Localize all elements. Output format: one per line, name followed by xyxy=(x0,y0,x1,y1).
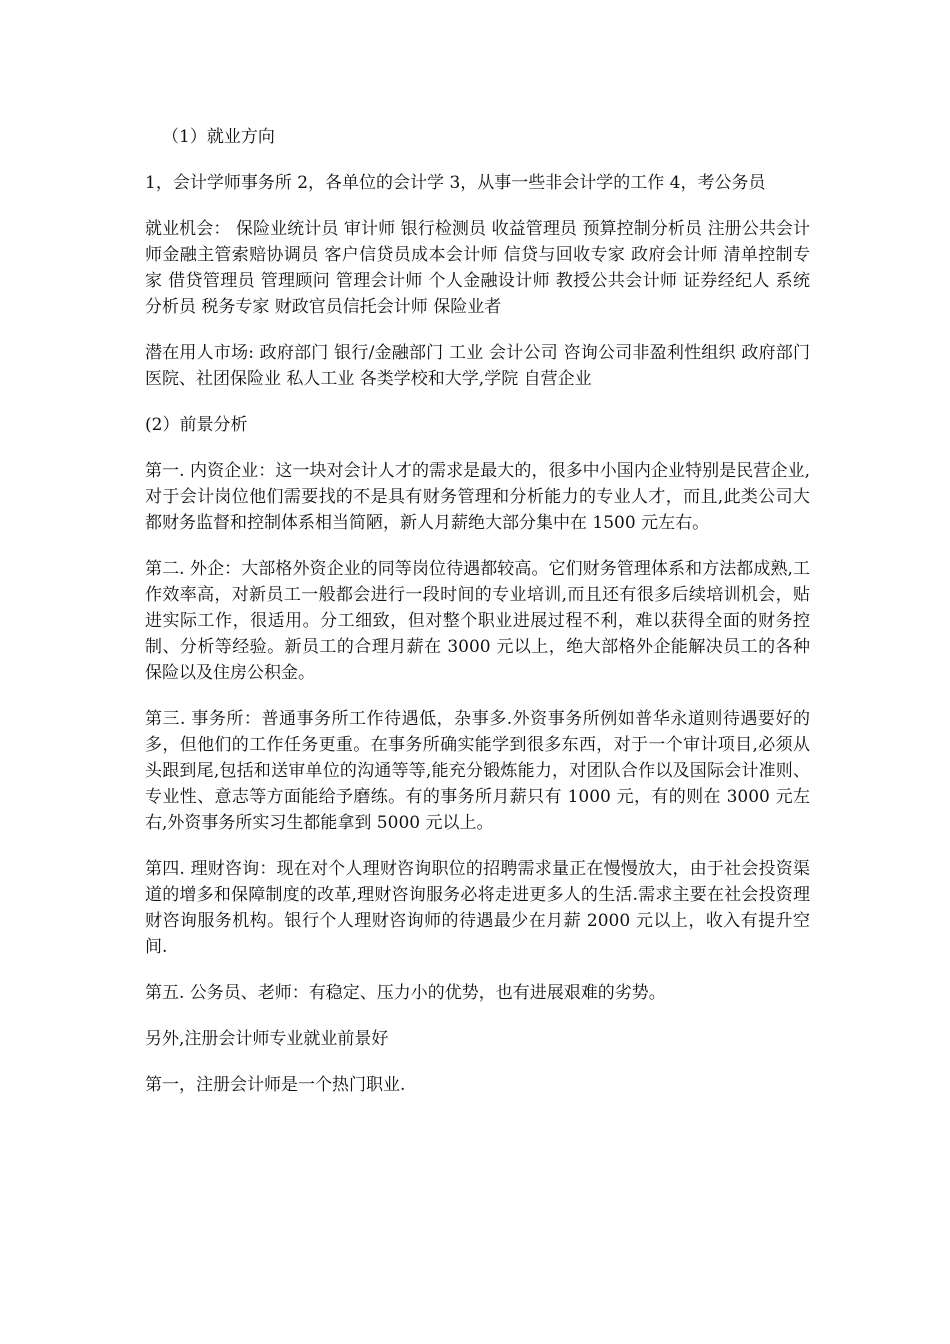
section-heading-employment-direction: （1）就业方向 xyxy=(162,127,275,147)
section-heading-prospect-analysis: (2）前景分析 xyxy=(145,415,248,435)
paragraph-potential-markets: 潜在用人市场: 政府部门 银行/金融部门 工业 会计公司 咨询公司非盈利性组织 政府部门医院、社团保险业 私人工业 各类学校和大学,学院 自营企业 xyxy=(145,343,810,389)
paragraph-cpa-prospects: 另外,注册会计师专业就业前景好 xyxy=(145,1029,389,1049)
paragraph-financial-consulting: 第四. 理财咨询：现在对个人理财咨询职位的招聘需求量正在慢慢放大，由于社会投资渠道的增多和保障制度的改革,理财咨询服务必将走进更多人的生活.需求主要在社会投资理财咨询服务机构。银行个人理财咨询师的待遇最少在月薪 2000 元以上，收入有提升空间. xyxy=(145,859,810,957)
paragraph-accounting-firms: 第三. 事务所：普通事务所工作待遇低，杂事多.外资事务所例如普华永道则待遇要好的多，但他们的工作任务更重。在事务所确实能学到很多东西，对于一个审计项目,必须从头跟到尾,包括和送审单位的沟通等等,能充分锻炼能力，对团队合作以及国际会计准则、专业性、意志等方面能给予磨练。有的事务所月薪只有 1000 元，有的则在 3000 元左右,外资事务所实习生都能拿到 5000 元以上。 xyxy=(145,709,810,833)
paragraph-career-paths: 1，会计学师事务所 2，各单位的会计学 3，从事一些非会计学的工作 4，考公务员 xyxy=(145,173,766,193)
paragraph-domestic-enterprises: 第一. 内资企业：这一块对会计人才的需求是最大的，很多中小国内企业特别是民营企业,对于会计岗位他们需要找的不是具有财务管理和分析能力的专业人才，而且,此类公司大都财务监督和控制体系相当简陋，新人月薪绝大部分集中在 1500 元左右。 xyxy=(145,461,810,533)
document-body xyxy=(145,124,810,1118)
paragraph-civil-servants-teachers: 第五. 公务员、老师：有稳定、压力小的优势，也有进展艰难的劣势。 xyxy=(145,983,666,1003)
paragraph-foreign-enterprises: 第二. 外企：大部格外资企业的同等岗位待遇都较高。它们财务管理体系和方法都成熟,工作效率高，对新员工一般都会进行一段时间的专业培训,而且还有很多后续培训机会，贴进实际工作，很适用。分工细致，但对整个职业进展过程不利，难以获得全面的财务控制、分析等经验。新员工的合理月薪在 3000 元以上，绝大部格外企能解决员工的各种保险以及住房公积金。 xyxy=(145,559,810,683)
paragraph-cpa-hot-career: 第一，注册会计师是一个热门职业. xyxy=(145,1075,406,1095)
paragraph-job-opportunities: 就业机会： 保险业统计员 审计师 银行检测员 收益管理员 预算控制分析员 注册公共会计师金融主管索赔协调员 客户信贷员成本会计师 信贷与回收专家 政府会计师 清单控制专家 借贷管理员 管理顾问 管理会计师 个人金融设计师 教授公共会计师 证券经纪人 系统分析员 税务专家 财政官员信托会计师 保险业者 xyxy=(145,219,810,317)
